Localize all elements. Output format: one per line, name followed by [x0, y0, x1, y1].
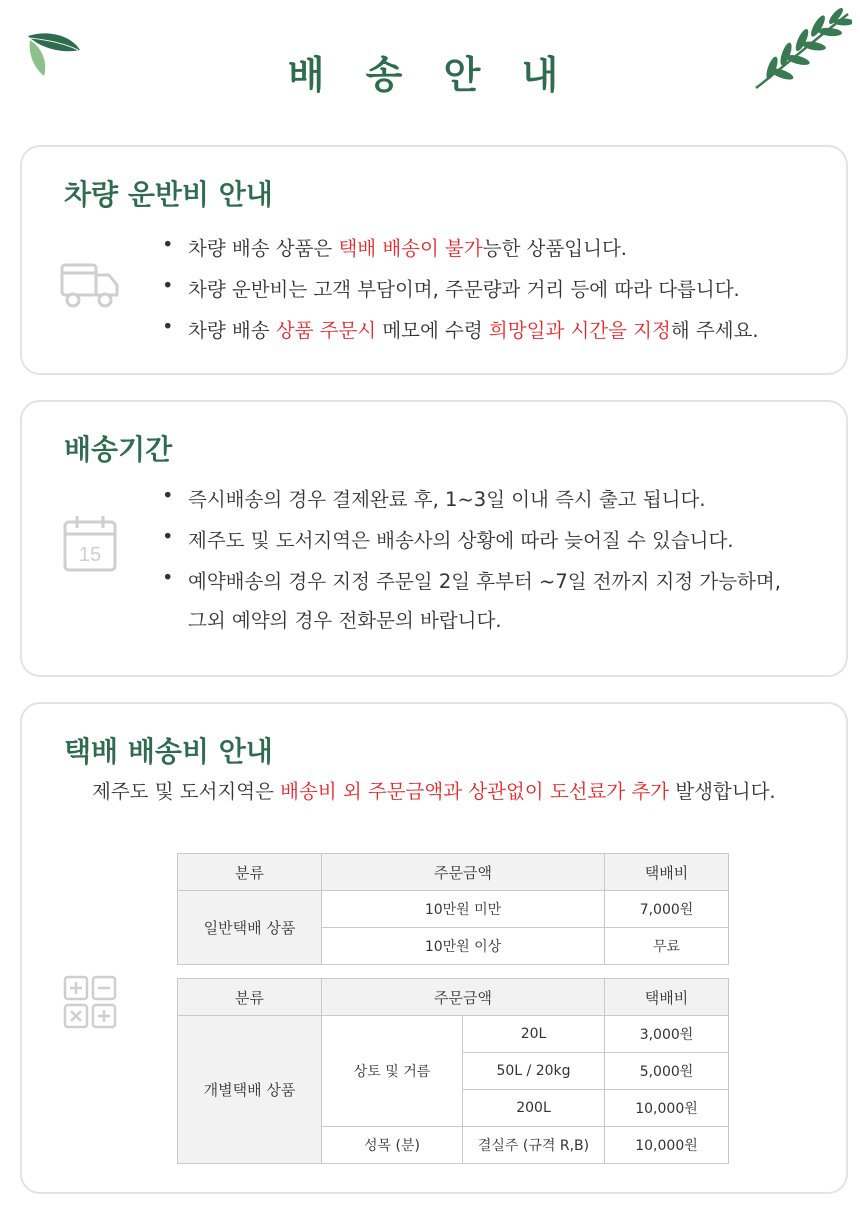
svg-text:15: 15	[78, 544, 102, 566]
list-item: • 차량 운반비는 고객 부담이며, 주문량과 거리 등에 따라 다릅니다.	[162, 274, 759, 315]
header-fee: 택배비	[605, 979, 729, 1016]
list-item: • 차량 배송 상품은 택배 배송이 불가능한 상품입니다.	[162, 233, 759, 274]
fee-cell: 무료	[605, 928, 729, 965]
general-parcel-fee-table	[177, 853, 729, 965]
fee-cell: 3,000원	[605, 1016, 729, 1053]
header-amount: 주문금액	[322, 854, 605, 891]
table-row	[178, 891, 729, 928]
delivery-period-list	[162, 484, 781, 644]
list-item: • 차량 배송 상품 주문시 메모에 수령 희망일과 시간을 지정해 주세요.	[162, 315, 759, 356]
amount-cell: 10만원 이상	[322, 928, 605, 965]
category-cell: 개별택배 상품	[178, 1016, 322, 1164]
delivery-period-card	[20, 400, 848, 677]
fee-cell: 10,000원	[605, 1127, 729, 1164]
list-item: • 제주도 및 도서지역은 배송사의 상황에 따라 늦어질 수 있습니다.	[162, 525, 781, 566]
vehicle-fee-title: 차량 운반비 안내	[64, 178, 273, 211]
individual-parcel-fee-table	[177, 978, 729, 1164]
size-cell: 20L	[463, 1016, 605, 1053]
header-category: 분류	[178, 854, 322, 891]
category-cell: 일반택배 상품	[178, 891, 322, 965]
parcel-fee-title: 택배 배송비 안내	[64, 735, 273, 768]
parcel-fee-card	[20, 702, 848, 1194]
list-item: • 즉시배송의 경우 결제완료 후, 1~3일 이내 즉시 출고 됩니다.	[162, 484, 781, 525]
header-category: 분류	[178, 979, 322, 1016]
size-cell: 200L	[463, 1090, 605, 1127]
group-cell: 성목 (분)	[322, 1127, 463, 1164]
vehicle-fee-card	[20, 145, 848, 375]
list-item-continued: 그외 예약의 경우 전화문의 바랍니다.	[188, 609, 502, 632]
size-cell: 결실주 (규격 R,B)	[463, 1127, 605, 1164]
amount-cell: 10만원 미만	[322, 891, 605, 928]
vehicle-fee-list	[162, 233, 759, 356]
header-fee: 택배비	[605, 854, 729, 891]
truck-icon	[59, 259, 121, 311]
fee-cell: 10,000원	[605, 1090, 729, 1127]
table-header-row	[178, 854, 729, 891]
parcel-fee-notice: 제주도 및 도서지역은 배송비 외 주문금액과 상관없이 도선료가 추가 발생합니다.	[92, 780, 776, 803]
calendar-icon	[62, 514, 118, 574]
size-cell: 50L / 20kg	[463, 1053, 605, 1090]
group-cell: 상토 및 거름	[322, 1016, 463, 1127]
calculator-icon	[63, 975, 117, 1029]
table-header-row	[178, 979, 729, 1016]
fee-cell: 5,000원	[605, 1053, 729, 1090]
page-title: 배 송 안 내	[287, 53, 573, 97]
delivery-period-title: 배송기간	[64, 433, 173, 466]
list-item: • 예약배송의 경우 지정 주문일 2일 후부터 ~7일 전까지 지정 가능하며,	[162, 566, 781, 605]
table-row	[178, 1016, 729, 1053]
fee-cell: 7,000원	[605, 891, 729, 928]
header-amount: 주문금액	[322, 979, 605, 1016]
